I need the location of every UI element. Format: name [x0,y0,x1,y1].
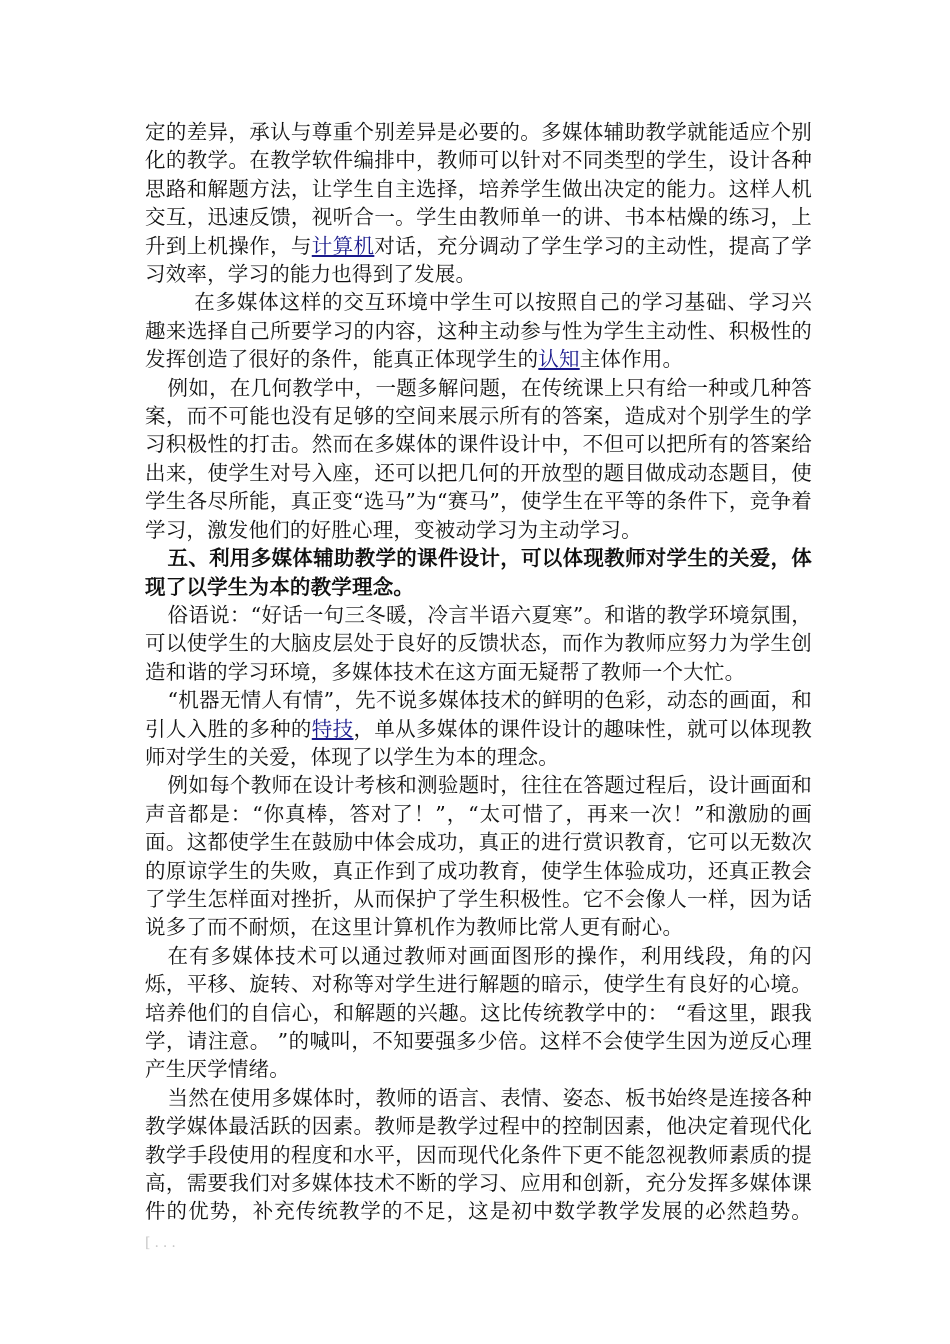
text-run: 在多媒体这样的交互环境中学生可以按照自己的学习基础、学习兴趣来选择自己所要学习的内容，这种主动参与性为学生主动性、积极性的发挥创造了很好的条件，能真正体现学生的 [145,290,812,372]
text-run: 例如每个教师在设计考核和测验题时，往往在答题过程后，设计画面和声音都是：“你真棒，答对了！”，“太可惜了，再来一次！”和激励的画面。这都使学生在鼓励中体会成功，真正的进行赏识教育，它可以无数次的原谅学生的失败，真正作到了成功教育，使学生体验成功，还真正教会了学生怎样面对挫折，从而保护了学生积极性。它不会像人一样，因为话说多了而不耐烦，在这里计算机作为教师比常人更有耐心。 [145,773,812,940]
inline-link[interactable]: 计算机 [311,233,375,258]
text-run: 例如，在几何教学中，一题多解问题，在传统课上只有给一种或几种答案，而不可能也没有足够的空间来展示所有的答案，造成对个别学生的学习积极性的打击。然而在多媒体的课件设计中，不但可以把所有的答案给出来，使学生对号入座，还可以把几何的开放型的题目做成动态题目，使学生各尽所能，真正变“选马”为“赛马”，使学生在平等的条件下，竞争着学习，激发他们的好胜心理，变被动学习为主动学习。 [145,375,812,542]
text-run: 定的差异，承认与尊重个别差异是必要的。多媒体辅助教学就能适应个别化的教学。在教学软件编排中，教师可以针对不同类型的学生，设计各种思路和解题方法，让学生自主选择，培养学生做出决定的能力。这样人机交互，迅速反馈，视听合一。学生由教师单一的讲、书本枯燥的练习，上升到上机操作，与 [145,120,812,258]
inline-link[interactable]: 认知 [538,347,580,372]
text-run: 对话，充分调动了学生学习的主动性，提高了学习效率，学习的能力也得到了发展。 [145,233,812,287]
text-run: 五、利用多媒体辅助教学的课件设计，可以体现教师对学生的关爱，体现了以学生为本的教学理念。 [145,546,812,599]
inline-link[interactable]: 特技 [311,716,354,741]
text-run: 当然在使用多媒体时，教师的语言、表情、姿态、板书始终是连接各种教学媒体最活跃的因素。教师是教学过程中的控制因素，他决定着现代化教学手段使用的程度和水平，因而现代化条件下更不能忽视教师素质的提高，需要我们对多媒体技术不断的学习、应用和创新，充分发挥多媒体课件的优势，补充传统教学的不足，这是初中数学教学发展的必然趋势。 [145,1085,812,1224]
paragraph [145,1084,812,1257]
paragraph [145,771,812,941]
document-body [145,118,812,1257]
text-run: 主体作用。 [579,347,684,372]
section-heading [145,544,812,601]
faint-trailing-mark: [... [145,1234,180,1251]
paragraph [145,118,812,288]
paragraph [145,601,812,686]
text-run: 俗语说：“好话一句三冬暖，冷言半语六夏寒”。和谐的教学环境氛围，可以使学生的大脑皮层处于良好的反馈状态，而作为教师应努力为学生创造和谐的学习环境，多媒体技术在这方面无疑帮了教师一个大忙。 [145,602,812,684]
paragraph [145,374,812,544]
text-run: “机器无情人有情”，先不说多媒体技术的鲜明的色彩，动态的画面，和引人入胜的多种的 [145,688,812,741]
text-run: ，单从多媒体的课件设计的趣味性，就可以体现教师对学生的关爱，体现了以学生为本的理念。 [145,716,812,769]
paragraph [145,288,812,373]
paragraph [145,686,812,771]
text-run: 在有多媒体技术可以通过教师对画面图形的操作，利用线段，角的闪烁，平移、旋转、对称等对学生进行解题的暗示，使学生有良好的心境。培养他们的自信心，和解题的兴趣。这比传统教学中的： “看这里，跟我学，请注意。 ”的喊叫，不知要强多少倍。这样不会使学生因为逆反心理产生厌学情绪。 [145,943,812,1082]
paragraph [145,942,812,1084]
